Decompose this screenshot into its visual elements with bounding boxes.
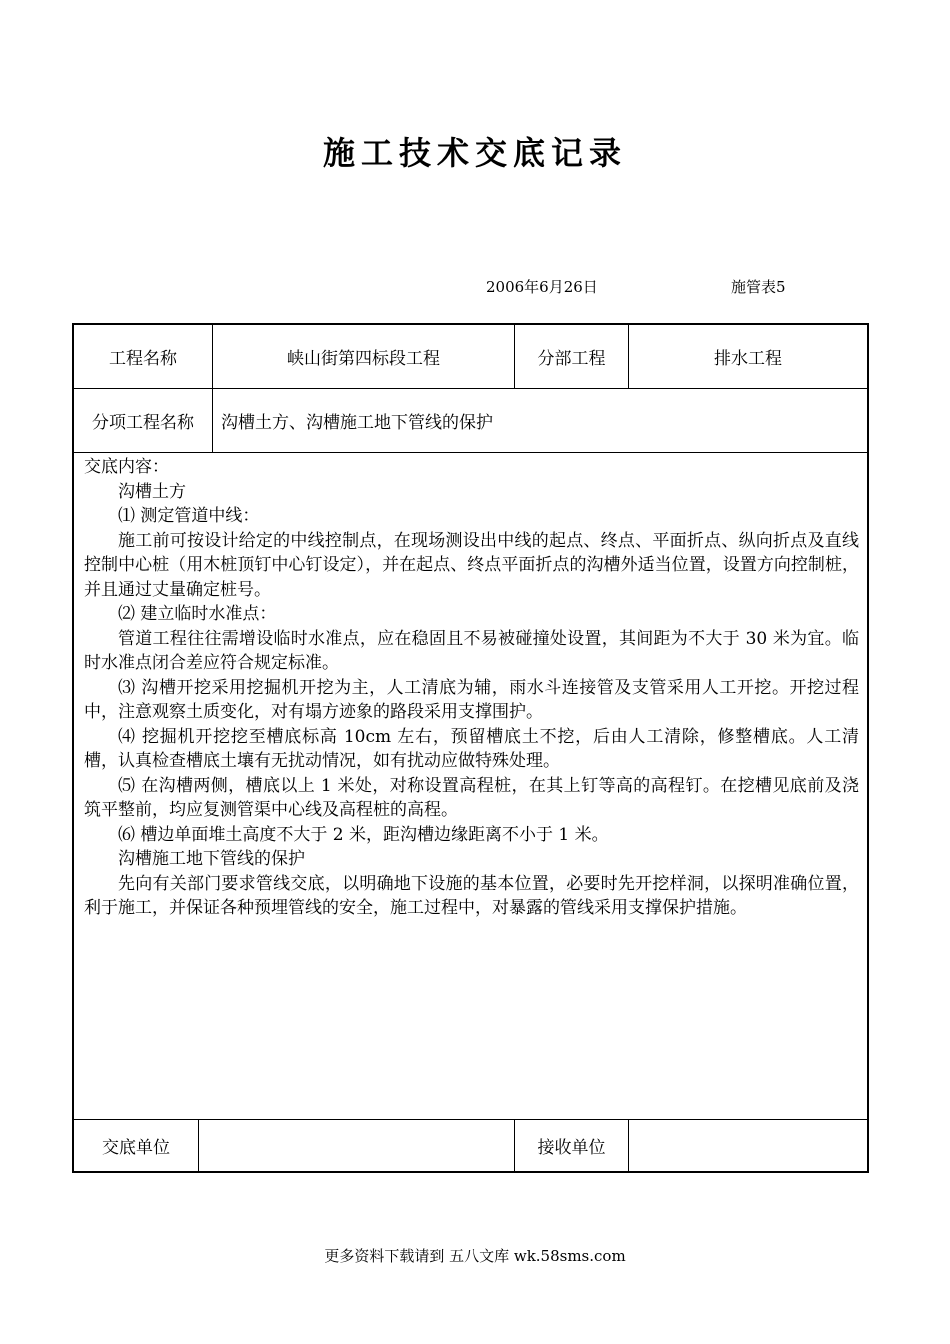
division-label: 分部工程 [514, 325, 628, 388]
content-paragraph: ⑴ 测定管道中线： [118, 506, 260, 526]
content-paragraph: ⑷ 挖掘机开挖挖至槽底标高 10cm 左右，预留槽底土不挖，后由人工清除，修整槽底。人工清槽，认真检查槽底土壤有无扰动情况，如有扰动应做特殊处理。 [84, 726, 859, 771]
subitem-label: 分项工程名称 [92, 413, 194, 433]
content-paragraph: ⑶ 沟槽开挖采用挖掘机开挖为主，人工清底为辅，雨水斗连接管及支管采用人工开挖。开挖过程中，注意观察土质变化，对有塌方迹象的路段采用支撑围护。 [84, 677, 859, 722]
table-row [74, 325, 867, 389]
content-paragraph: ⑸ 在沟槽两侧，槽底以上 1 米处，对称设置高程桩，在其上钉等高的高程钉。在挖槽见底前及浇筑平整前，均应复测管渠中心线及高程桩的高程。 [84, 775, 859, 820]
form-number: 施管表5 [731, 278, 786, 296]
handover-unit-value [198, 1120, 514, 1171]
content-body [84, 455, 859, 921]
content-paragraph: 沟槽施工地下管线的保护 [118, 849, 305, 869]
content-label: 交底内容： [84, 457, 169, 477]
record-date: 2006年6月26日 [486, 278, 598, 296]
content-paragraph: 先向有关部门要求管线交底，以明确地下设施的基本位置，必要时先开挖样洞，以探明准确位置，利于施工，并保证各种预埋管线的安全，施工过程中，对暴露的管线采用支撑保护措施。 [84, 873, 859, 918]
project-name-label: 工程名称 [109, 349, 177, 369]
content-paragraph: 沟槽土方 [118, 481, 186, 502]
receiver-unit-label: 接收单位 [514, 1120, 628, 1171]
table-row [74, 389, 867, 453]
handover-unit-label: 交底单位 [102, 1138, 170, 1158]
content-row [74, 453, 867, 1120]
content-paragraph: 施工前可按设计给定的中线控制点，在现场测设出中线的起点、终点、平面折点、纵向折点及直线控制中心桩（用木桩顶钉中心钉设定），并在起点、终点平面折点的沟槽外适当位置，设置方向控制桩，并且通过丈量确定桩号。 [84, 530, 859, 600]
project-name-value: 峡山街第四标段工程 [212, 325, 514, 388]
footer-note: 更多资料下载请到 五八文库 wk.58sms.com [324, 1247, 626, 1265]
receiver-unit-value [628, 1120, 867, 1171]
record-table [72, 323, 869, 1173]
subitem-value: 沟槽土方、沟槽施工地下管线的保护 [212, 389, 867, 452]
table-row [74, 1120, 867, 1171]
page-title: 施工技术交底记录 [322, 134, 627, 172]
content-paragraph: ⑵ 建立临时水准点： [118, 604, 277, 624]
content-paragraph: 管道工程往往需增设临时水准点，应在稳固且不易被碰撞处设置，其间距为不大于 30 米为宜。临时水准点闭合差应符合规定标准。 [84, 628, 859, 673]
content-paragraph: ⑹ 槽边单面堆土高度不大于 2 米，距沟槽边缘距离不小于 1 米。 [118, 824, 609, 845]
division-value: 排水工程 [628, 325, 867, 388]
